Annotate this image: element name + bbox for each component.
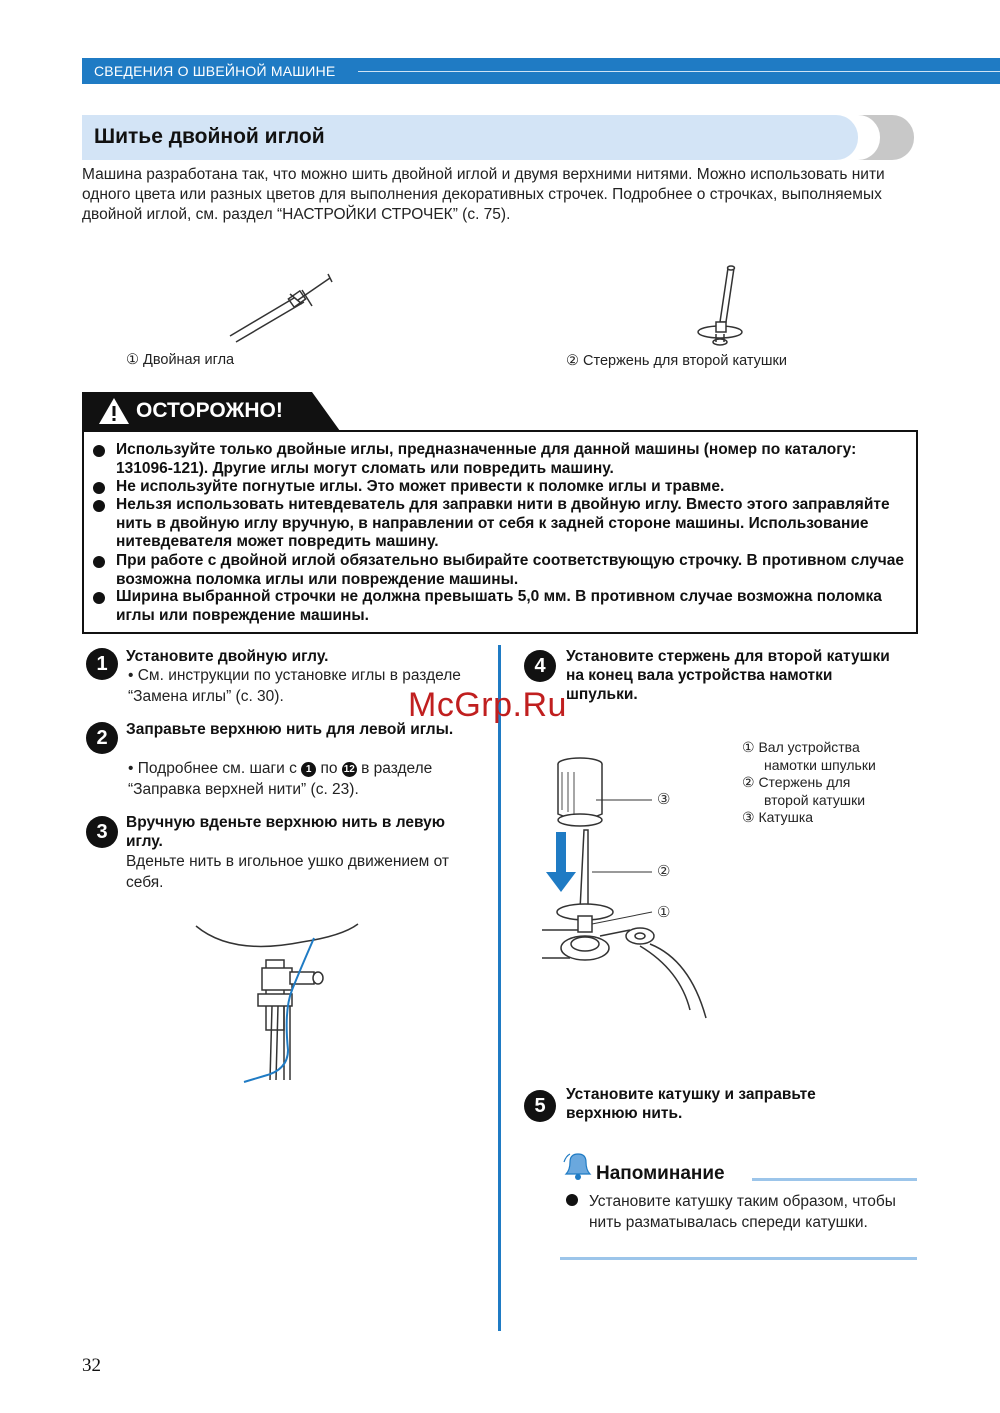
step-number: 5 bbox=[524, 1090, 556, 1122]
needle-caption: ① Двойная игла bbox=[126, 352, 235, 368]
column-divider bbox=[498, 645, 501, 1331]
watermark: McGrp.Ru bbox=[408, 686, 567, 724]
spool-pin-illustration bbox=[690, 262, 760, 352]
step-text-part: • Подробнее см. шаги с bbox=[128, 760, 302, 777]
page-number: 32 bbox=[82, 1355, 101, 1376]
caution-item: Используйте только двойные иглы, предназначенные для данной машины (номер по каталогу: 131096-121). Другие иглы могут сломать или повредить машину. bbox=[116, 441, 857, 477]
callout-3: ③ bbox=[657, 791, 671, 808]
step-number: 2 bbox=[86, 722, 118, 754]
step-heading: Вручную вденьте верхнюю нить в левую иглу. bbox=[126, 814, 446, 850]
step-number: 3 bbox=[86, 816, 118, 848]
caution-item: Не используйте погнутые иглы. Это может привести к поломке иглы и травме. bbox=[116, 478, 725, 495]
memo-rule bbox=[752, 1178, 917, 1181]
bullet-icon bbox=[93, 592, 105, 604]
page-title: Шитье двойной иглой bbox=[94, 125, 325, 148]
bell-icon bbox=[560, 1150, 594, 1182]
step-text: Вденьте нить в игольное ушко движением от себя. bbox=[126, 853, 449, 891]
step-heading: Установите стержень для второй катушки на конец вала устройства намотки шпульки. bbox=[566, 648, 890, 703]
header-rule bbox=[358, 71, 1000, 72]
memo-text: Установите катушку таким образом, чтобы нить разматывалась спереди катушки. bbox=[589, 1193, 896, 1231]
memo-title: Напоминание bbox=[596, 1163, 725, 1184]
step-text-part: в разделе “Заправка верхней нити” (с. 23). bbox=[128, 760, 433, 798]
legend-item: ① Вал устройства bbox=[742, 739, 860, 755]
callout-2: ② bbox=[657, 863, 671, 880]
step-text bbox=[128, 758, 478, 800]
needle-threading-illustration bbox=[192, 920, 372, 1090]
spool-pin-caption: ② Стержень для второй катушки bbox=[566, 353, 787, 369]
step-text-part: по bbox=[316, 760, 342, 777]
legend-item: второй катушки bbox=[764, 792, 866, 808]
legend-item: намотки шпульки bbox=[764, 757, 876, 773]
step-number: 4 bbox=[524, 650, 556, 682]
bullet-icon bbox=[93, 482, 105, 494]
legend-item: ② Стержень для bbox=[742, 774, 851, 790]
bullet-icon bbox=[93, 500, 105, 512]
caution-title: ОСТОРОЖНО! bbox=[136, 399, 283, 422]
caution-item: Нельзя использовать нитевдеватель для заправки нити в двойную иглу. Вместо этого заправляйте нить в двойную иглу вручную, в направлении от себя к задней стороне машины. Использование нитевдевателя может повредить машину. bbox=[116, 496, 890, 550]
step-heading: Установите катушку и заправьте верхнюю нить. bbox=[566, 1086, 816, 1122]
caution-item: Ширина выбранной строчки не должна превышать 5,0 мм. В противном случае возможна поломка иглы или повреждение машины. bbox=[116, 588, 882, 624]
step-number: 1 bbox=[86, 648, 118, 680]
step-text: • См. инструкции по установке иглы в разделе “Замена иглы” (с. 30). bbox=[128, 667, 461, 705]
caution-item: При работе с двойной иглой обязательно выбирайте соответствующую строчку. В противном случае возможна поломка иглы или повреждение машины. bbox=[116, 552, 905, 588]
twin-needle-illustration bbox=[220, 270, 340, 350]
step-heading: Заправьте верхнюю нить для левой иглы. bbox=[126, 721, 454, 738]
callout-1: ① bbox=[657, 904, 671, 921]
spool-mounting-illustration bbox=[540, 750, 720, 1030]
memo-rule bbox=[560, 1257, 917, 1260]
bullet-icon bbox=[93, 556, 105, 568]
step-ref-number: 1 bbox=[301, 762, 316, 777]
legend-item: ③ Катушка bbox=[742, 809, 814, 825]
warning-icon bbox=[98, 396, 130, 426]
step-ref-number: 12 bbox=[343, 764, 355, 775]
intro-paragraph: Машина разработана так, что можно шить двойной иглой и двумя верхними нитями. Можно использовать нити одного цвета или разных цветов для выполнения декоративных строчек. Подробнее о строчках, выполняемых двойной иглой, см. раздел “НАСТРОЙКИ СТРОЧЕК” (с. 75). bbox=[82, 166, 885, 223]
step-heading: Установите двойную иглу. bbox=[126, 648, 329, 665]
bullet-icon bbox=[93, 445, 105, 457]
bullet-icon bbox=[566, 1194, 578, 1206]
section-label: СВЕДЕНИЯ О ШВЕЙНОЙ МАШИНЕ bbox=[94, 63, 336, 79]
